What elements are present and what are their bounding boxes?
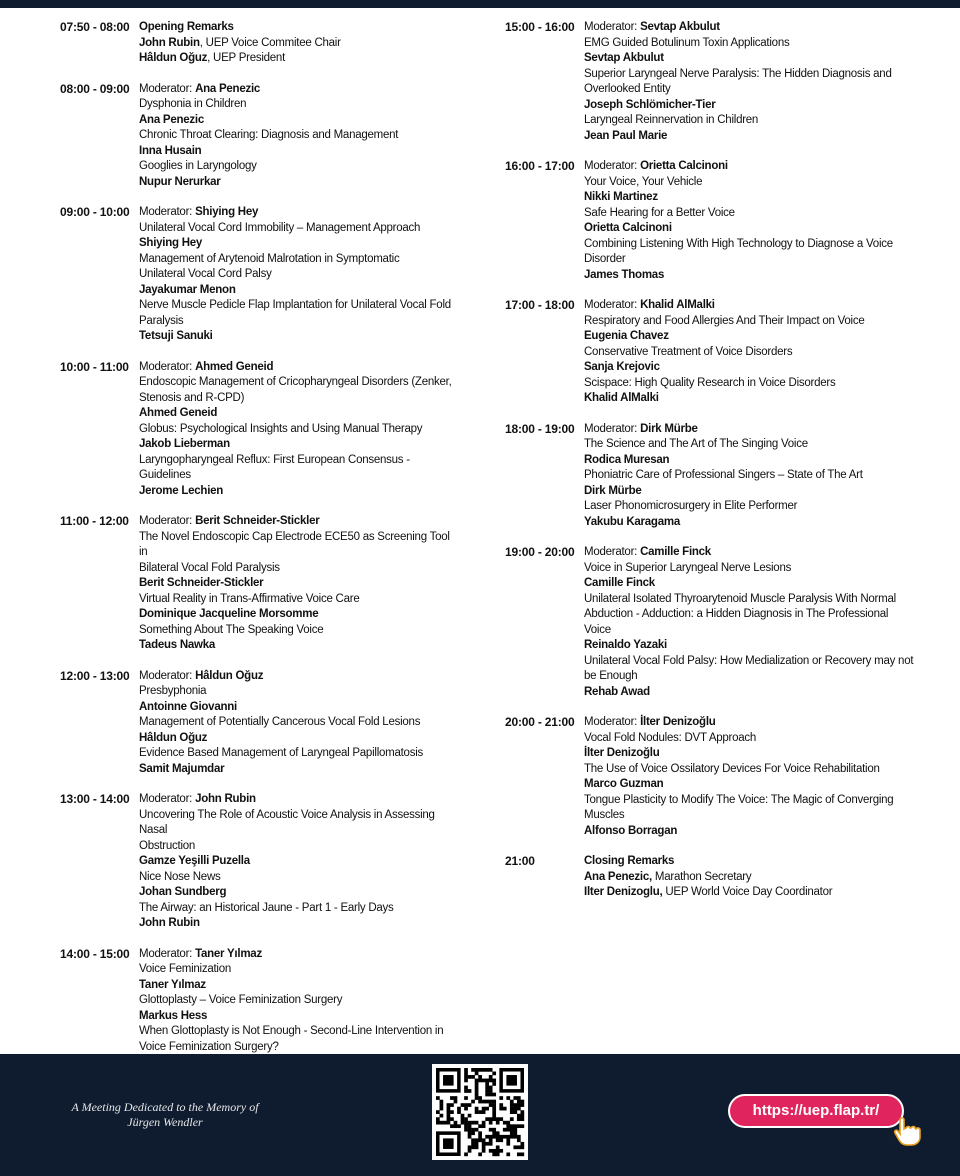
talk-title: Stenosis and R-CPD) <box>139 391 245 404</box>
session-block <box>60 360 460 500</box>
session-block <box>505 20 925 144</box>
speaker-name: Sevtap Akbulut <box>584 52 664 64</box>
session-time: 17:00 - 18:00 <box>505 298 575 312</box>
speaker-name: Camille Finck <box>584 577 655 589</box>
talk-title: Muscles <box>584 809 625 821</box>
moderator-label: Moderator: <box>584 160 641 172</box>
moderator-label: Moderator: <box>584 422 641 435</box>
speaker-name: Gamze Yeşilli Puzella <box>139 855 250 867</box>
session-time: 10:00 - 11:00 <box>60 359 129 374</box>
session-block <box>60 792 460 932</box>
talk-title: Laser Phonomicrosurgery in Elite Performer <box>584 500 798 512</box>
moderator-name: Camille Finck <box>640 546 711 558</box>
session-moderator <box>139 514 460 530</box>
moderator-name: Berit Schneider-Stickler <box>195 515 320 527</box>
session-moderator <box>139 947 460 963</box>
speaker-name: Shiying Hey <box>139 237 203 249</box>
talk-title: Unilateral Vocal Cord Immobility – Management Approach <box>139 221 421 234</box>
talk-title: Phoniatric Care of Professional Singers – State of The Art <box>584 469 863 481</box>
talk-title: Overlooked Entity <box>584 83 671 95</box>
session-block <box>505 545 925 700</box>
speaker-role: , UEP Voice Commitee Chair <box>199 36 341 49</box>
talk-title: Something About The Speaking Voice <box>139 623 324 636</box>
moderator-label: Moderator: <box>139 206 196 218</box>
talk-title: Voice <box>584 623 611 636</box>
talk-title: Endoscopic Management of Cricopharyngeal Disorders (Zenker, <box>139 376 452 388</box>
session-time: 11:00 - 12:00 <box>60 514 129 528</box>
speaker-name: Dominique Jacqueline Morsomme <box>139 608 319 620</box>
talk-title: Unilateral Vocal Fold Palsy: How Medialization or Recovery may not <box>584 654 914 667</box>
talk-title: Vocal Fold Nodules: DVT Approach <box>584 731 757 744</box>
talk-title: Your Voice, Your Vehicle <box>584 175 703 188</box>
speaker-name: Jakob Lieberman <box>139 438 230 450</box>
session-block <box>60 20 460 67</box>
speaker-name: Ana Penezic, <box>584 870 652 883</box>
session-moderator <box>584 20 925 36</box>
speaker-role: Marathon Secretary <box>651 870 752 883</box>
talk-title: Conservative Treatment of Voice Disorders <box>584 345 793 358</box>
talk-title: Unilateral Isolated Thyroarytenoid Muscle Paralysis With Normal <box>584 592 896 605</box>
speaker-name: Samit Majumdar <box>139 762 225 775</box>
talk-title: Nice Nose News <box>139 870 221 883</box>
moderator-name: Hâldun Oğuz <box>195 669 264 682</box>
session-time: 15:00 - 16:00 <box>505 20 575 34</box>
top-bar <box>0 0 960 8</box>
talk-title: Nerve Muscle Pedicle Flap Implantation for Unilateral Vocal Fold <box>139 299 451 311</box>
session-moderator <box>139 792 460 808</box>
session-time: 13:00 - 14:00 <box>60 792 130 806</box>
talk-title: Guidelines <box>139 469 191 481</box>
speaker-role: UEP World Voice Day Coordinator <box>662 886 833 898</box>
session-moderator <box>584 298 925 314</box>
moderator-name: Ana Penezic <box>195 82 261 95</box>
talk-title: Voice in Superior Laryngeal Nerve Lesions <box>584 561 792 574</box>
moderator-label: Moderator: <box>139 669 196 682</box>
speaker-name: Berit Schneider-Stickler <box>139 577 264 589</box>
speaker-name: Jean Paul Marie <box>584 129 668 142</box>
moderator-label: Moderator: <box>139 793 196 805</box>
speaker-name: Hâldun Oğuz <box>139 52 208 64</box>
talk-title: Combining Listening With High Technology to Diagnose a Voice <box>584 237 893 250</box>
speaker-name: Sanja Krejovic <box>584 361 660 373</box>
speaker-name: Antoinne Giovanni <box>139 700 237 713</box>
speaker-name: Taner Yılmaz <box>139 978 206 991</box>
memorial-line-2: Jürgen Wendler <box>127 1115 203 1129</box>
moderator-label: Moderator: <box>139 360 196 373</box>
moderator-label: Moderator: <box>139 82 196 95</box>
memorial-line-1: A Meeting Dedicated to the Memory of <box>71 1100 259 1114</box>
talk-title: Googlies in Laryngology <box>139 160 257 172</box>
session-time: 16:00 - 17:00 <box>505 159 575 173</box>
speaker-name: Nikki Martinez <box>584 191 658 203</box>
session-block <box>60 514 460 654</box>
session-block <box>505 715 925 839</box>
session-time: 21:00 <box>505 854 535 868</box>
talk-title: Voice Feminization <box>139 963 232 975</box>
session-block <box>505 159 925 283</box>
session-block <box>505 422 925 531</box>
speaker-with-role <box>139 36 460 52</box>
talk-title: Virtual Reality in Trans-Affirmative Voice Care <box>139 592 360 605</box>
session-moderator <box>139 82 460 98</box>
speaker-name: Dirk Mürbe <box>584 484 642 497</box>
talk-title: Obstruction <box>139 839 196 852</box>
moderator-name: Ahmed Geneid <box>195 360 274 373</box>
talk-title: Disorder <box>584 253 626 265</box>
speaker-name: Jayakumar Menon <box>139 283 236 296</box>
talk-title: Abduction - Adduction: a Hidden Diagnosis in The Professional <box>584 608 889 620</box>
talk-title: Unilateral Vocal Cord Palsy <box>139 268 272 280</box>
talk-title: Chronic Throat Clearing: Diagnosis and Management <box>139 129 399 141</box>
talk-title: Laryngopharyngeal Reflux: First European Consensus - <box>139 453 410 466</box>
speaker-name: Tadeus Nawka <box>139 639 216 651</box>
speaker-with-role <box>584 885 925 901</box>
talk-title: Paralysis <box>139 314 184 327</box>
session-block <box>505 854 925 901</box>
session-moderator <box>584 545 925 561</box>
session-moderator <box>584 159 925 175</box>
moderator-name: Shiying Hey <box>195 206 259 218</box>
speaker-name: Reinaldo Yazaki <box>584 639 667 651</box>
moderator-name: John Rubin <box>195 793 256 805</box>
speaker-role: , UEP President <box>207 52 286 64</box>
talk-title: Glottoplasty – Voice Feminization Surgery <box>139 994 343 1006</box>
speaker-name: John Rubin <box>139 917 200 929</box>
talk-title: Superior Laryngeal Nerve Paralysis: The Hidden Diagnosis and <box>584 67 892 80</box>
speaker-name: Rehab Awad <box>584 685 650 698</box>
speaker-name: John Rubin <box>139 36 200 49</box>
moderator-name: Taner Yılmaz <box>195 947 262 960</box>
talk-title: When Glottoplasty is Not Enough - Second-Line Intervention in <box>139 1025 444 1037</box>
talk-title: Dysphonia in Children <box>139 98 247 110</box>
moderator-name: Dirk Mürbe <box>640 422 698 435</box>
talk-title: The Science and The Art of The Singing Voice <box>584 438 808 450</box>
schedule-right-column <box>505 20 925 916</box>
moderator-label: Moderator: <box>584 299 641 311</box>
talk-title: Uncovering The Role of Acoustic Voice Analysis in Assessing Nasal <box>139 808 435 836</box>
session-time: 19:00 - 20:00 <box>505 545 575 559</box>
speaker-name: Ana Penezic <box>139 113 204 126</box>
speaker-name: Alfonso Borragan <box>584 824 678 837</box>
speaker-name: Orietta Calcinoni <box>584 222 672 234</box>
speaker-name: James Thomas <box>584 268 665 281</box>
moderator-label: Moderator: <box>584 21 641 33</box>
talk-title: EMG Guided Botulinum Toxin Applications <box>584 36 790 49</box>
session-block <box>60 82 460 191</box>
moderator-label: Moderator: <box>584 546 641 558</box>
talk-title: Evidence Based Management of Laryngeal Papillomatosis <box>139 747 424 759</box>
talk-title: The Use of Voice Ossilatory Devices For Voice Rehabilitation <box>584 762 880 775</box>
talk-title: Laryngeal Reinnervation in Children <box>584 114 759 126</box>
speaker-name: Inna Husain <box>139 144 202 157</box>
talk-title: The Airway: an Historical Jaune - Part 1 - Early Days <box>139 901 394 914</box>
talk-title: Scispace: High Quality Research in Voice Disorders <box>584 376 836 389</box>
speaker-with-role <box>584 870 925 886</box>
website-link-button[interactable]: https://uep.flap.tr/ <box>728 1094 904 1128</box>
qr-code-icon[interactable] <box>432 1064 528 1160</box>
session-time: 08:00 - 09:00 <box>60 81 130 96</box>
speaker-name: Hâldun Oğuz <box>139 731 208 744</box>
moderator-name: Khalid AlMalki <box>640 299 715 311</box>
schedule-left-column <box>60 20 460 1086</box>
speaker-name: Jerome Lechien <box>139 484 224 497</box>
session-block <box>60 947 460 1071</box>
speaker-name: Marco Guzman <box>584 778 664 790</box>
session-time: 12:00 - 13:00 <box>60 668 130 683</box>
speaker-name: Ahmed Geneid <box>139 407 218 419</box>
talk-title: Globus: Psychological Insights and Using Manual Therapy <box>139 422 423 435</box>
talk-title: The Novel Endoscopic Cap Electrode ECE50 as Screening Tool in <box>139 530 450 558</box>
session-time: 09:00 - 10:00 <box>60 205 130 219</box>
speaker-name: İlter Denizoğlu <box>584 747 660 759</box>
speaker-with-role <box>139 51 460 67</box>
speaker-name: Khalid AlMalki <box>584 392 659 404</box>
session-time: 07:50 - 08:00 <box>60 20 130 34</box>
session-time: 18:00 - 19:00 <box>505 421 575 436</box>
moderator-name: İlter Denizoğlu <box>640 716 716 728</box>
session-moderator <box>139 669 460 685</box>
session-moderator <box>584 715 925 731</box>
talk-title: Respiratory and Food Allergies And Their Impact on Voice <box>584 314 865 327</box>
moderator-name: Orietta Calcinoni <box>640 160 728 172</box>
session-time: 14:00 - 15:00 <box>60 946 130 961</box>
speaker-name: Eugenia Chavez <box>584 330 669 342</box>
speaker-name: Joseph Schlömicher-Tier <box>584 98 716 111</box>
talk-title: Management of Arytenoid Malrotation in Symptomatic <box>139 252 400 265</box>
moderator-label: Moderator: <box>584 716 641 728</box>
session-block <box>60 205 460 345</box>
speaker-name: Yakubu Karagama <box>584 515 680 528</box>
moderator-label: Moderator: <box>139 515 196 527</box>
speaker-name: Ilter Denizoglu, <box>584 886 663 898</box>
talk-title: Voice Feminization Surgery? <box>139 1040 279 1053</box>
session-moderator <box>139 205 460 221</box>
speaker-name: Tetsuji Sanuki <box>139 330 213 342</box>
talk-title: Management of Potentially Cancerous Vocal Fold Lesions <box>139 716 421 728</box>
speaker-name: Opening Remarks <box>139 21 234 33</box>
memorial-text <box>40 1100 290 1130</box>
talk-title: Bilateral Vocal Fold Paralysis <box>139 561 280 574</box>
session-block <box>60 669 460 778</box>
speaker-name: Markus Hess <box>139 1009 208 1022</box>
session-block <box>505 298 925 407</box>
moderator-name: Sevtap Akbulut <box>640 21 720 33</box>
pointing-hand-icon <box>892 1116 926 1146</box>
talk-title: be Enough <box>584 670 638 682</box>
session-time: 20:00 - 21:00 <box>505 715 575 729</box>
speaker-name: Closing Remarks <box>584 855 675 867</box>
session-moderator <box>584 422 925 438</box>
speaker-name: Rodica Muresan <box>584 453 670 466</box>
moderator-label: Moderator: <box>139 947 196 960</box>
speaker-name: Johan Sundberg <box>139 886 227 898</box>
talk-title: Safe Hearing for a Better Voice <box>584 206 735 219</box>
talk-title: Presbyphonia <box>139 685 207 697</box>
talk-title: Tongue Plasticity to Modify The Voice: The Magic of Converging <box>584 793 894 806</box>
session-moderator <box>139 360 460 376</box>
speaker-name: Nupur Nerurkar <box>139 175 221 188</box>
